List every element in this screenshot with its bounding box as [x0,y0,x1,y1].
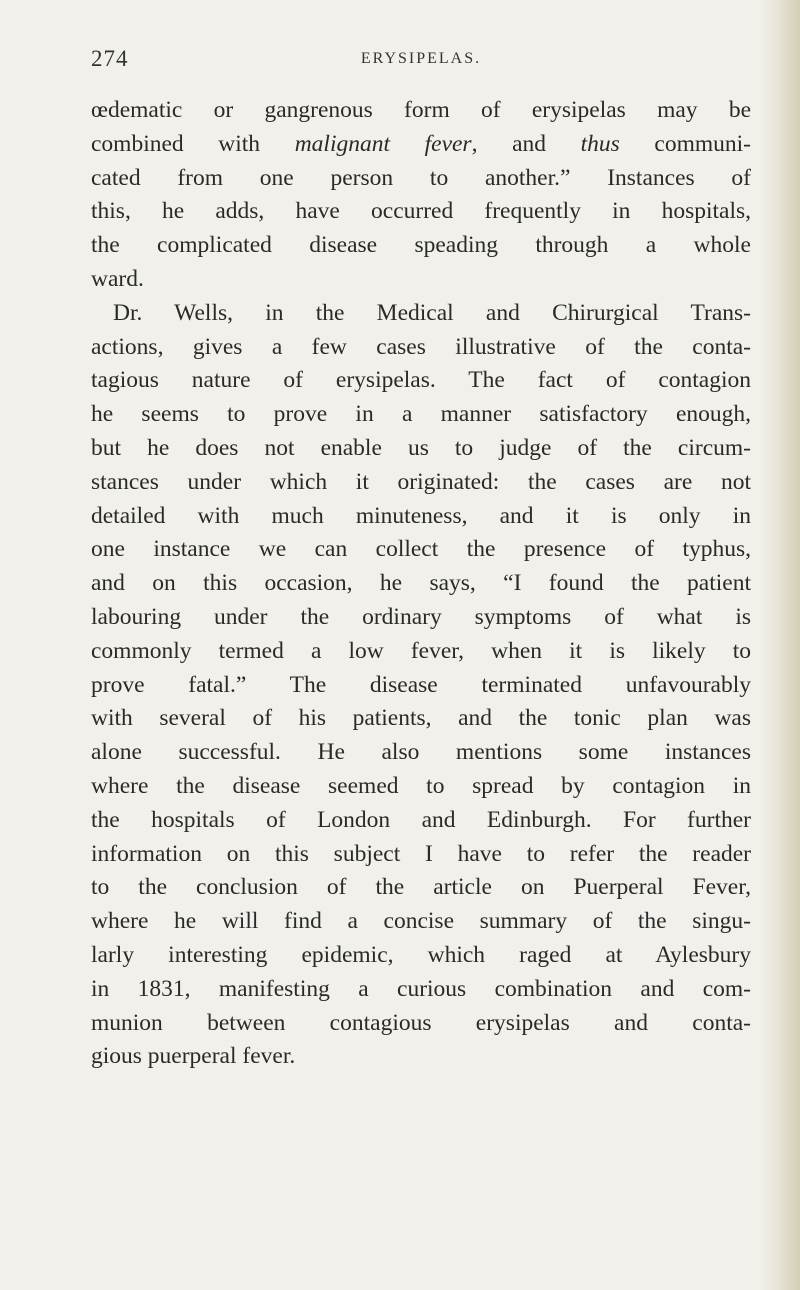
text-line: gious puerperal fever. [91,1043,296,1070]
text-line: and on this occasion, he says, “I found the patient [91,570,751,597]
text-line: with several of his patients, and the tonic plan was [91,705,751,732]
text-line: cated from one person to another.” Instances of [91,164,751,191]
text-line: where the disease seemed to spread by contagion in [91,772,751,799]
text-line: to the conclusion of the article on Puerperal Fever, [91,874,751,901]
text-line: labouring under the ordinary symptoms of what is [91,603,751,630]
text-line: prove fatal.” The disease terminated unfavourably [91,671,751,698]
paragraph-1 [91,94,751,297]
italic-phrase: thus [580,130,620,157]
text-line: but he does not enable us to judge of the circum- [91,434,751,461]
text-line: œdematic or gangrenous form of erysipelas may be [91,97,751,123]
page-number: 274 [91,46,129,71]
text-line: Dr. Wells, in the Medical and Chirurgical Trans- [113,299,751,326]
paragraph-2 [91,297,751,1074]
text-line: this, he adds, have occurred frequently in hospitals, [91,198,751,225]
text-line: larly interesting epidemic, which raged at Aylesbury [91,941,751,968]
text-line: where he will find a concise summary of the singu- [91,908,751,935]
text-line: the complicated disease speading through a whole [91,232,751,259]
text-line: information on this subject I have to refer the reader [91,840,751,867]
running-title: ERYSIPELAS. [360,50,482,67]
italic-phrase: malignant fever [294,130,472,157]
page-header [91,46,751,76]
text-line: in 1831, manifesting a curious combination and com- [91,975,751,1002]
body-text [91,94,751,1074]
text-line: munion between contagious erysipelas and conta- [91,1009,751,1036]
text-line: actions, gives a few cases illustrative of the conta- [91,333,751,360]
text-line: he seems to prove in a manner satisfactory enough, [91,401,751,428]
text-line: ward. [91,265,144,292]
text-line: alone successful. He also mentions some instances [91,739,751,766]
text-line: commonly termed a low fever, when it is likely to [91,637,751,664]
text-line: the hospitals of London and Edinburgh. For further [91,806,751,833]
text-line: one instance we can collect the presence of typhus, [91,536,751,563]
text-line: detailed with much minuteness, and it is only in [91,502,751,529]
text-line: stances under which it originated: the cases are not [91,468,751,495]
text-line: combined with malignant fever, and thus communi- [91,130,751,157]
page-edge-shading [760,0,800,1290]
text-line: tagious nature of erysipelas. The fact of contagion [91,367,751,394]
